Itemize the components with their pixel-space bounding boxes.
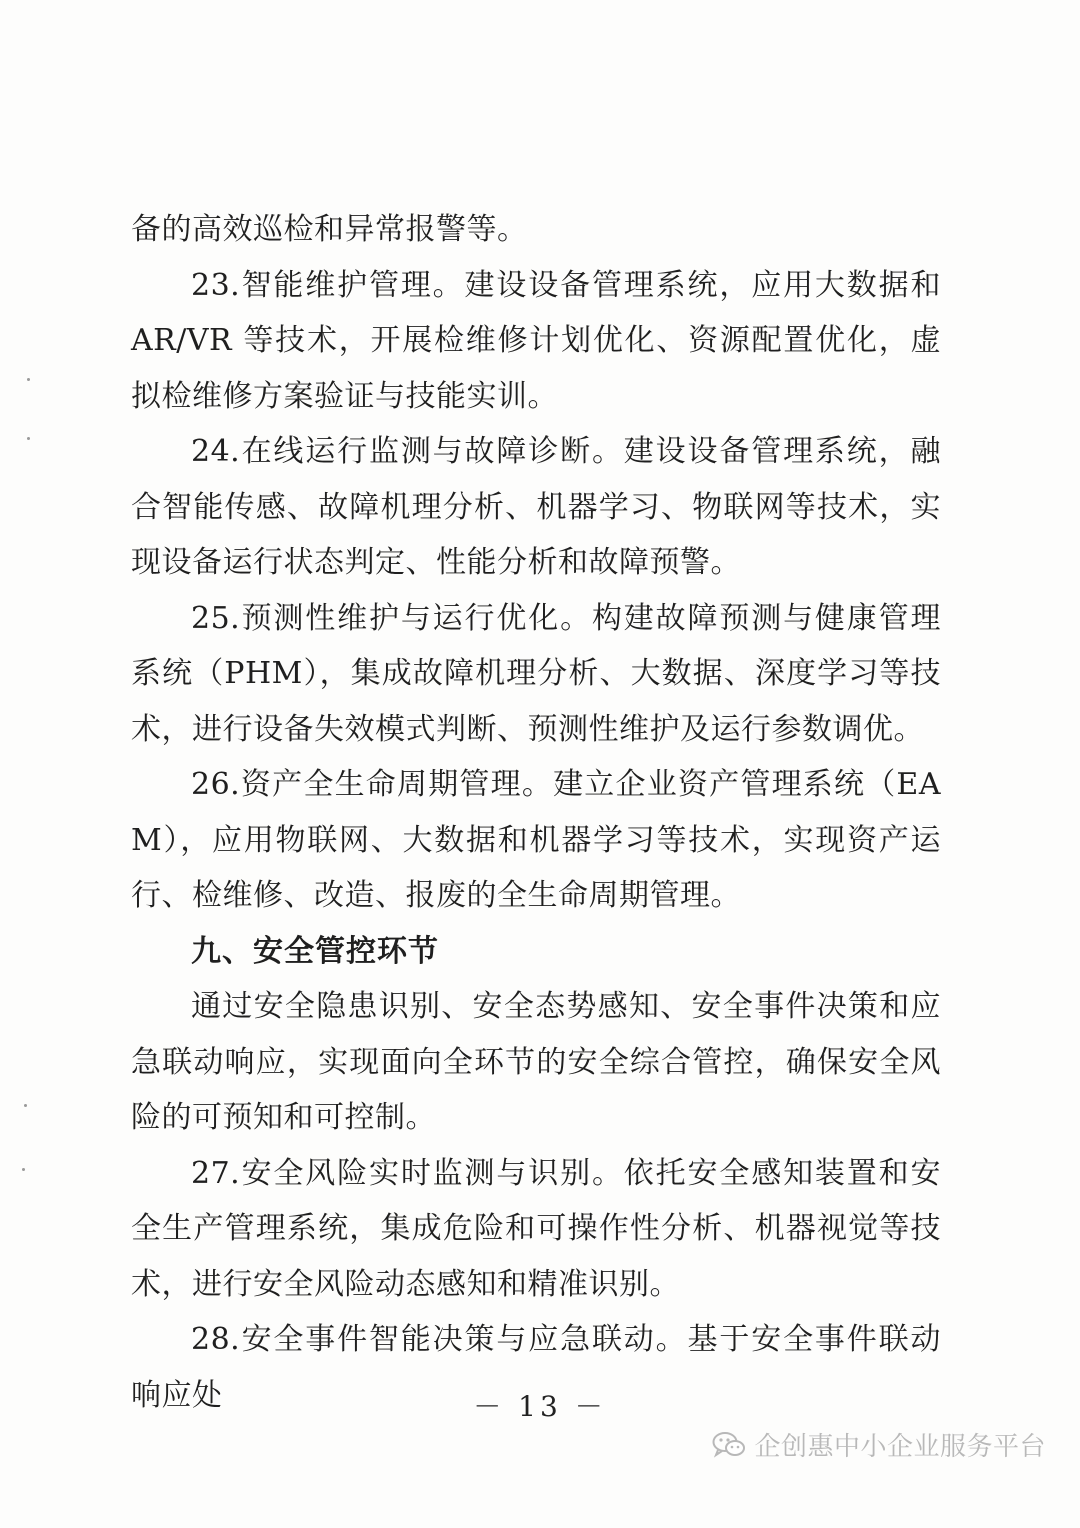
watermark xyxy=(712,1426,1046,1463)
scan-speck xyxy=(27,378,30,381)
paragraph-item-24: 24.在线运行监测与故障诊断。建设设备管理系统，融合智能传感、故障机理分析、机器学习、物联网等技术，实现设备运行状态判定、性能分析和故障预警。 xyxy=(131,434,941,580)
paragraph-continuation: 备的高效巡检和异常报警等。 xyxy=(131,212,528,247)
scan-speck xyxy=(22,1168,25,1171)
section-heading-safety: 九、安全管控环节 xyxy=(191,933,439,969)
paragraph-item-27: 27.安全风险实时监测与识别。依托安全感知装置和安全生产管理系统，集成危险和可操作性分析、机器视觉等技术，进行安全风险动态感知和精准识别。 xyxy=(131,1155,941,1302)
watermark-text: 企创惠中小企业服务平台 xyxy=(754,1432,1046,1462)
document-body xyxy=(131,202,941,1423)
paragraph-item-28: 28.安全事件智能决策与应急联动。基于安全事件联动响应处 xyxy=(131,1322,941,1413)
paragraph-item-26: 26.资产全生命周期管理。建立企业资产管理系统（EAM），应用物联网、大数据和机器学习等技术，实现资产运行、检维修、改造、报废的全生命周期管理。 xyxy=(131,767,941,913)
paragraph-item-23: 23.智能维护管理。建设设备管理系统，应用大数据和 AR/VR 等技术，开展检维修计划优化、资源配置优化，虚拟检维修方案验证与技能实训。 xyxy=(131,267,941,414)
page-number: － 13 － xyxy=(473,1390,607,1423)
wechat-icon xyxy=(712,1431,746,1459)
scan-speck xyxy=(27,437,30,440)
scan-speck xyxy=(24,1104,27,1107)
paragraph-item-25: 25.预测性维护与运行优化。构建故障预测与健康管理系统（PHM），集成故障机理分析、大数据、深度学习等技术，进行设备失效模式判断、预测性维护及运行参数调优。 xyxy=(131,600,941,747)
paragraph-section-intro: 通过安全隐患识别、安全态势感知、安全事件决策和应急联动响应，实现面向全环节的安全综合管控，确保安全风险的可预知和可控制。 xyxy=(131,989,941,1135)
